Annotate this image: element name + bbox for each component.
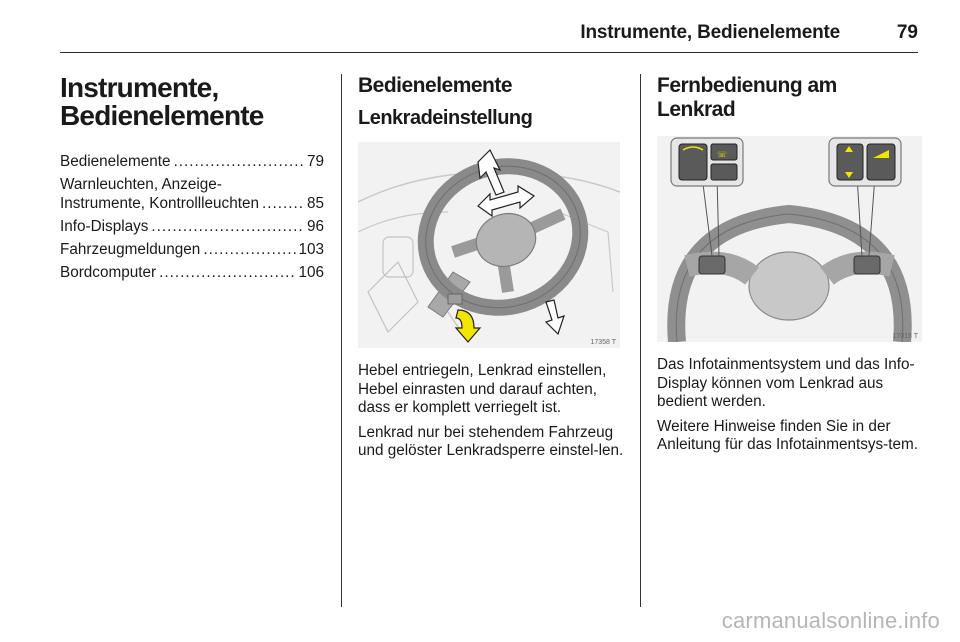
toc-entry[interactable] — [60, 263, 324, 282]
toc-leader — [151, 217, 305, 236]
toc-entry-title: Fahrzeugmeldungen — [60, 241, 201, 258]
toc-entry-title: Warnleuchten, Anzeige- Instrumente, Kontrollleuchten — [60, 176, 259, 212]
toc-leader — [203, 240, 296, 259]
toc-entry-title: Info-Displays — [60, 218, 149, 235]
toc-leader — [262, 194, 305, 213]
remote-control-figure — [657, 136, 922, 342]
toc-leader — [174, 152, 305, 171]
running-title: Instrumente, Bedienelemente — [580, 22, 840, 43]
section-heading: Bedienelemente — [358, 74, 513, 97]
column-divider — [640, 74, 641, 607]
figure-code: 17358 T — [590, 339, 616, 346]
toc-entry-page: 106 — [298, 264, 324, 281]
toc-entry-title: Bordcomputer — [60, 264, 157, 281]
toc-entry[interactable] — [60, 152, 324, 171]
svg-text:☏: ☏ — [717, 150, 728, 159]
page-number: 79 — [896, 22, 918, 43]
body-paragraph: Lenkrad nur bei stehendem Fahrzeug und gelöster Lenkradsperre einstel-len. — [358, 423, 624, 459]
table-of-contents — [60, 152, 324, 282]
chapter-column — [60, 74, 324, 286]
remote-control-illustration — [657, 136, 922, 342]
chapter-title: Instrumente, Bedienelemente — [60, 72, 264, 131]
steering-adjustment-figure — [358, 142, 620, 348]
body-paragraph: Das Infotainmentsystem und das Info-Display können vom Lenkrad aus bedient werden. — [657, 356, 915, 410]
running-header — [60, 14, 918, 53]
toc-entry-title: Bedienelemente — [60, 153, 171, 170]
watermark: carmanualsonline.info — [721, 608, 940, 633]
section-body — [358, 362, 626, 461]
body-paragraph: Hebel entriegeln, Lenkrad einstellen, Hebel einrasten und darauf achten, dass er komplett verriegelt ist. — [358, 362, 607, 416]
controls-column — [358, 74, 626, 467]
toc-leader — [159, 263, 296, 282]
column-divider — [341, 74, 342, 607]
toc-entry[interactable] — [60, 240, 324, 259]
toc-entry-page: 103 — [298, 241, 324, 258]
toc-entry-page: 96 — [306, 218, 324, 235]
toc-entry-page: 85 — [306, 195, 324, 212]
figure-code: 17015 T — [892, 333, 918, 340]
toc-entry[interactable] — [60, 175, 324, 213]
toc-entry-page: 79 — [306, 153, 324, 170]
subsection-heading: Lenkradeinstellung — [358, 107, 533, 129]
toc-entry[interactable] — [60, 217, 324, 236]
steering-adjustment-illustration — [358, 142, 620, 348]
section-body — [657, 356, 923, 455]
section-heading: Fernbedienung am Lenkrad — [657, 74, 837, 121]
remote-column — [657, 74, 923, 461]
body-paragraph: Weitere Hinweise finden Sie in der Anleitung für das Infotainmentsys-tem. — [657, 417, 919, 453]
